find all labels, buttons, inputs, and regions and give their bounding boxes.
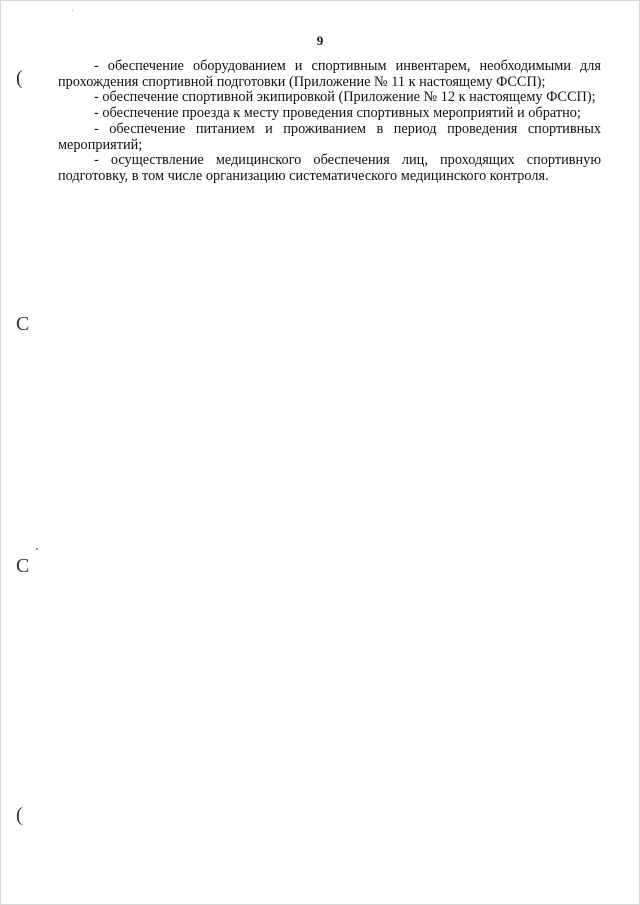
document-body [58, 59, 601, 185]
scan-speck [36, 548, 38, 550]
binder-hole-mark: C [16, 555, 30, 577]
binder-hole-mark: C [16, 313, 30, 335]
list-item-food-lodging: - обеспечение питанием и проживанием в период проведения спортивных мероприятий; [58, 120, 601, 153]
list-item-travel: - обеспечение проезда к месту проведения спортивных мероприятий и обратно; [94, 105, 581, 122]
list-item-outfit: - обеспечение спортивной экипировкой (Приложение № 12 к настоящему ФССП); [94, 89, 596, 106]
page-number: 9 [316, 33, 324, 48]
binder-hole-mark: ( [16, 67, 23, 89]
binder-hole-mark: ( [16, 804, 23, 826]
list-item-equipment: - обеспечение оборудованием и спортивным инвентарем, необходимыми для прохождения спортивной подготовки (Приложение № 11 к настоящему ФССП); [58, 58, 601, 90]
scan-speck [72, 10, 73, 11]
list-item-medical: - осуществление медицинского обеспечения лиц, проходящих спортивную подготовку, в том числе организацию систематического медицинского контроля. [58, 152, 601, 184]
